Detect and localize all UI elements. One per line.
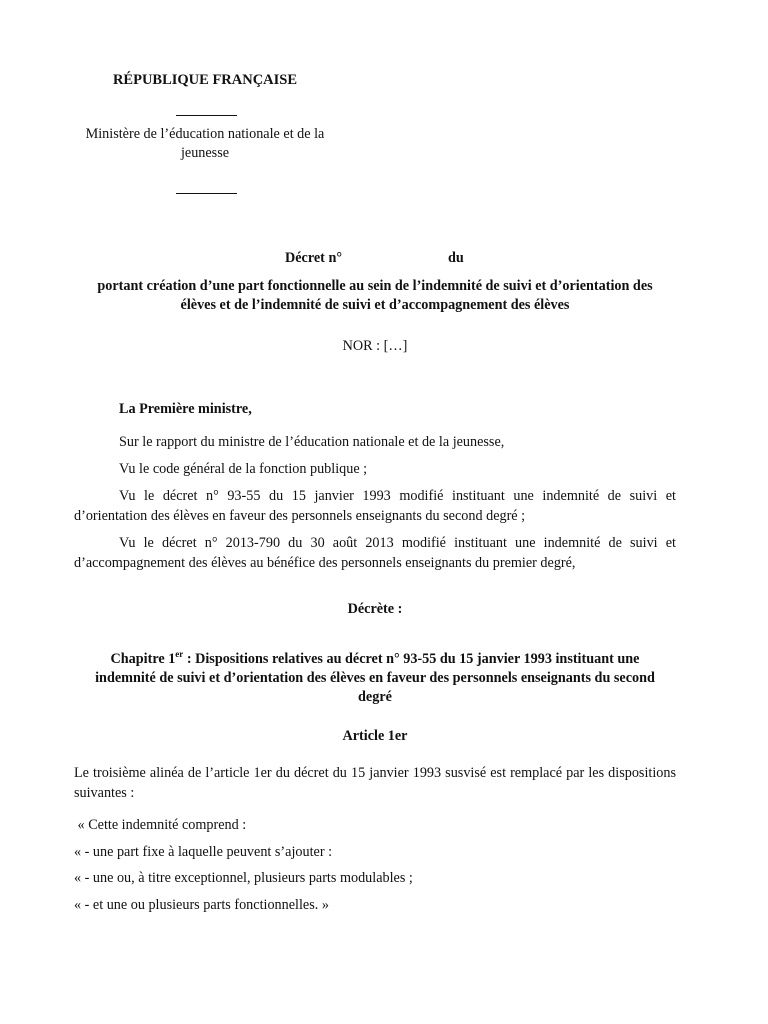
chapter-title [80, 650, 670, 707]
chapter-prefix: Chapitre 1 [110, 651, 176, 667]
rapport-paragraph: Sur le rapport du ministre de l’éducation nationale et de la jeunesse, [119, 434, 505, 450]
article-item: « Cette indemnité comprend : [74, 817, 247, 833]
article-body: Le troisième alinéa de l’article 1er du décret du 15 janvier 1993 susvisé est remplacé par les dispositions suivantes : [74, 765, 676, 801]
signatory: La Première ministre, [119, 401, 252, 417]
ministry-name: Ministère de l’éducation nationale et de la jeunesse [85, 126, 325, 161]
article-item: « - une ou, à titre exceptionnel, plusieurs parts modulables ; [74, 870, 413, 886]
republic-heading: RÉPUBLIQUE FRANÇAISE [112, 72, 298, 88]
chapter-text: : Dispositions relatives au décret n° 93-55 du 15 janvier 1993 instituant une indemnité de suivi et d’orientation des élèves en faveur des personnels enseignants du second degré [95, 651, 655, 705]
article-item: « - une part fixe à laquelle peuvent s’ajouter : [74, 844, 333, 860]
article-item: « - et une ou plusieurs parts fonctionnelles. » [74, 897, 329, 913]
vu-decret-2013-paragraph: Vu le décret n° 2013-790 du 30 août 2013 modifié instituant une indemnité de suivi et d’accompagnement des élèves au bénéfice des personnels enseignants du premier degré, [74, 535, 676, 571]
chapter-sup: er [175, 649, 184, 659]
header-separator-top [176, 115, 237, 116]
vu-decret-1993-paragraph: Vu le décret n° 93-55 du 15 janvier 1993 modifié instituant une indemnité de suivi et d’orientation des élèves en faveur des personnels enseignants du second degré ; [74, 488, 676, 524]
decree-number-label: Décret n° [285, 250, 343, 266]
article-heading: Article 1er [342, 728, 408, 744]
nor-reference: NOR : […] [342, 338, 408, 354]
decree-date-label: du [448, 250, 464, 266]
decree-title: portant création d’une part fonctionnelle au sein de l’indemnité de suivi et d’orientation des élèves et de l’indemnité de suivi et d’accompagnement des élèves [97, 278, 653, 313]
decrete-heading: Décrète : [347, 601, 403, 617]
vu-code-paragraph: Vu le code général de la fonction publique ; [119, 461, 368, 477]
header-separator-bottom [176, 193, 237, 194]
